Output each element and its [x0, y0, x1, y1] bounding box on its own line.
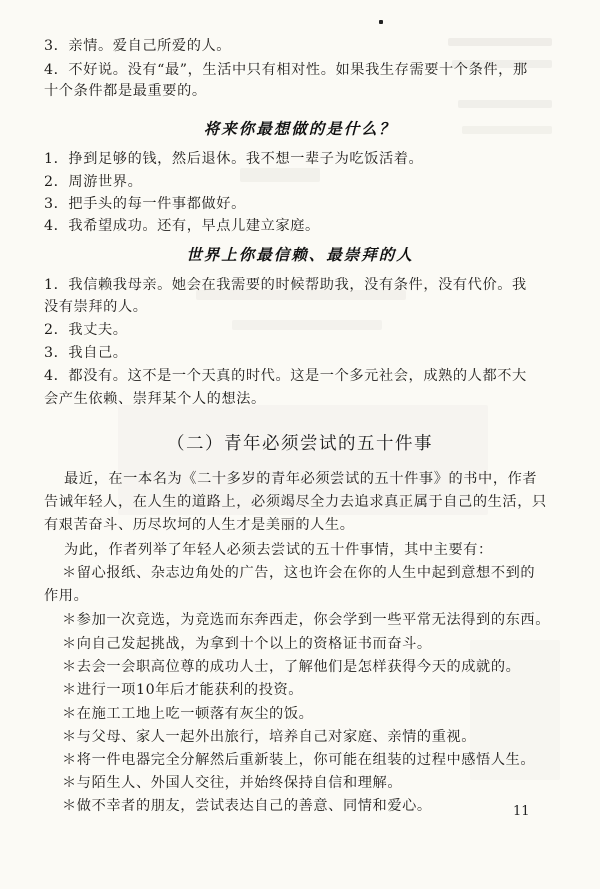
answer-line: 会产生依赖、崇拜某个人的想法。 [44, 391, 266, 407]
answer-line: 4．我希望成功。还有，早点儿建立家庭。 [44, 218, 320, 234]
answer-line: 4．都没有。这不是一个天真的时代。这是一个多元社会，成熟的人都不大 [44, 368, 527, 384]
answer-line: 没有崇拜的人。 [44, 299, 148, 315]
bullet-item: 作用。 [44, 588, 89, 604]
section-heading-fifty-things: （二）青年必须尝试的五十件事 [167, 434, 433, 454]
answer-line: 3．把手头的每一件事都做好。 [44, 196, 246, 212]
answer-line: 1．挣到足够的钱，然后退休。我不想一辈子为吃饭活着。 [44, 151, 424, 167]
print-dot [379, 20, 383, 24]
bullet-item: ＊在施工工地上吃一顿落有灰尘的饭。 [62, 706, 314, 722]
answer-line: 1．我信赖我母亲。她会在我需要的时候帮助我，没有条件，没有代价。我 [44, 277, 527, 293]
bullet-item: ＊将一件电器完全分解然后重新装上，你可能在组装的过程中感悟人生。 [62, 752, 536, 768]
answer-line: 2．我丈夫。 [44, 322, 128, 338]
answer-line: 4．不好说。没有“最”，生活中只有相对性。如果我生存需要十个条件，那 [44, 62, 528, 78]
bullet-item: ＊与父母、家人一起外出旅行，培养自己对家庭、亲情的重视。 [62, 729, 477, 745]
answer-line: 3．我自己。 [44, 345, 128, 361]
section-heading-trust: 世界上你最信赖、最崇拜的人 [186, 245, 414, 264]
paragraph-line: 有艰苦奋斗、历尽坎坷的人生才是美丽的人生。 [44, 517, 355, 533]
answer-line: 2．周游世界。 [44, 174, 143, 190]
bullet-item: ＊去会一会职高位尊的成功人士，了解他们是怎样获得今天的成就的。 [62, 659, 521, 675]
section-heading-future: 将来你最想做的是什么？ [203, 119, 397, 138]
page-number: 11 [513, 804, 530, 819]
paragraph-line: 为此，作者列举了年轻人必须去尝试的五十件事情，其中主要有： [64, 542, 493, 558]
paragraph-line: 告诫年轻人，在人生的道路上，必须竭尽全力去追求真正属于自己的生活，只 [44, 494, 547, 510]
bullet-item: ＊与陌生人、外国人交往，并始终保持自信和理解。 [62, 775, 403, 791]
bullet-item: ＊参加一次竞选，为竞选而东奔西走，你会学到一些平常无法得到的东西。 [62, 612, 550, 628]
bullet-item: ＊进行一项10年后才能获利的投资。 [62, 682, 304, 698]
answer-line: 3．亲情。爱自己所爱的人。 [44, 38, 232, 54]
bullet-item: ＊向自己发起挑战，为拿到十个以上的资格证书而奋斗。 [62, 636, 432, 652]
paragraph-line: 最近，在一本名为《二十多岁的青年必须尝试的五十件事》的书中，作者 [64, 471, 538, 487]
bullet-item: ＊做不幸者的朋友，尝试表达自己的善意、同情和爱心。 [62, 798, 432, 814]
bullet-item: ＊留心报纸、杂志边角处的广告，这也许会在你的人生中起到意想不到的 [62, 565, 536, 581]
answer-line: 十个条件都是最重要的。 [44, 83, 207, 99]
bleed-through-mark [458, 100, 552, 108]
